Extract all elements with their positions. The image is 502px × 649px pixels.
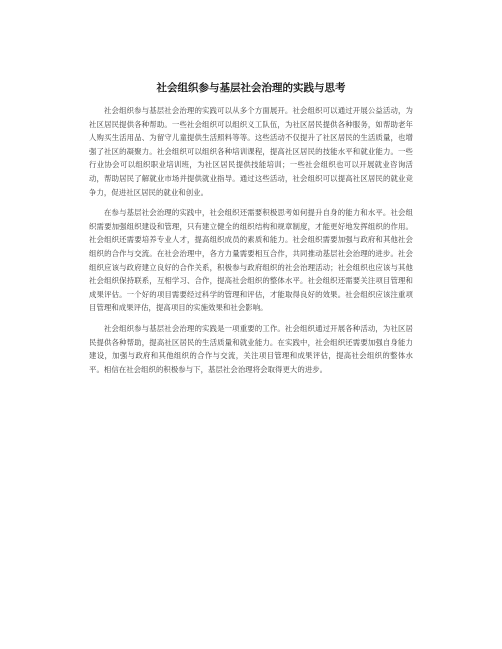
document-title: 社会组织参与基层社会治理的实践与思考 xyxy=(156,82,346,94)
paragraph-1: 社会组织参与基层社会治理的实践可以从多个方面展开。社会组织可以通过开展公益活动，为社区居民提供各种帮助。一些社会组织可以组织义工队伍，为社区居民提供各种服务，如帮助老年人购买生活用品、为留守儿童提供生活照料等等。这些活动不仅提升了社区居民的生活质量，也增强了社区的凝聚力。社会组织可以组织各种培训课程，提高社区居民的技能水平和就业能力。一些行业协会可以组织职业培训班，为社区居民提供技能培训；一些社会组织也可以开展就业咨询活动，帮助居民了解就业市场并提供就业指导。通过这些活动，社会组织可以提高社区居民的就业竞争力，促进社区居民的就业和创业。 xyxy=(89,106,413,197)
paragraph-3: 社会组织参与基层社会治理的实践是一项重要的工作。社会组织通过开展各种活动，为社区居民提供各种帮助，提高社区居民的生活质量和就业能力。在实践中，社会组织还需要加强自身能力建设，加强与政府和其他组织的合作与交流，关注项目管理和成果评估，提高社会组织的整体水平。相信在社会组织的积极参与下，基层社会治理将会取得更大的进步。 xyxy=(89,323,413,374)
paragraph-2: 在参与基层社会治理的实践中，社会组织还需要积极思考如何提升自身的能力和水平。社会组织需要加强组织建设和管理，只有建立健全的组织结构和规章制度，才能更好地发挥组织的作用。社会组织还需要培养专业人才，提高组织成员的素质和能力。社会组织需要加强与政府和其他社会组织的合作与交流。在社会治理中，各方力量需要相互合作，共同推动基层社会治理的进步。社会组织应该与政府建立良好的合作关系，积极参与政府组织的社会治理活动；社会组织也应该与其他社会组织保持联系，互相学习、合作，提高社会组织的整体水平。社会组织还需要关注项目管理和成果评估。一个好的项目需要经过科学的管理和评估，才能取得良好的效果。社会组织应该注重项目管理和成果评估，提高项目的实施效果和社会影响。 xyxy=(89,208,413,313)
document-body xyxy=(89,104,413,383)
